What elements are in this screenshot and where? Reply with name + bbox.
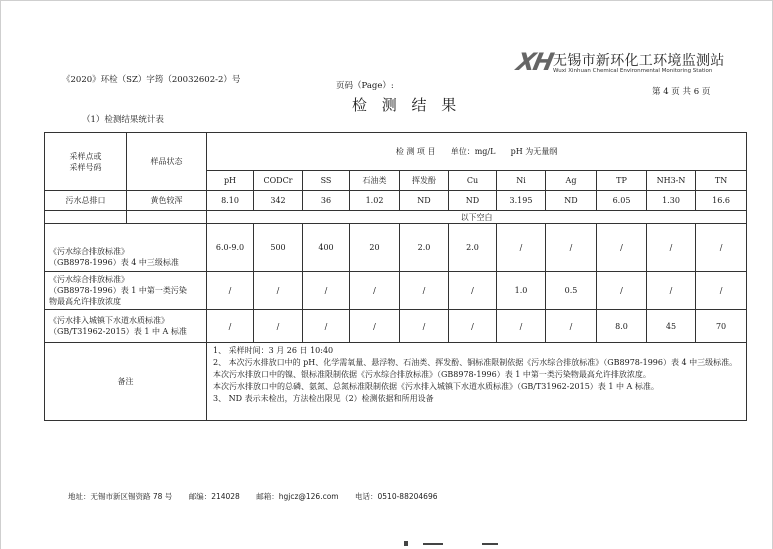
standard-value: /: [597, 272, 647, 310]
standard-value: /: [497, 310, 546, 343]
footer-postcode: 邮编：214028: [188, 492, 240, 501]
document-number: 《2020》环检（SZ）字筠（20032602-2）号: [62, 75, 241, 85]
standard-value: /: [647, 224, 696, 272]
param-header: NH3-N: [647, 171, 696, 191]
standard-value: /: [546, 310, 597, 343]
note-line: 2、 本次污水排放口中的 pH、化学需氧量、悬浮物、石油类、挥发酚、铜标准限制依据《污水综合排放标准》（GB8978-1996）表 4 中三级标准。: [213, 358, 738, 367]
note-line: 本次污水排放口中的总磷、氨氮、总氮标准限制依据《污水排入城镇下水道水质标准》（GB/T31962-2015）表 1 中 A 标准。: [213, 382, 659, 391]
standard-value: /: [546, 224, 597, 272]
standard-value: 20: [350, 224, 400, 272]
param-header: TN: [696, 171, 747, 191]
standard-value: /: [696, 224, 747, 272]
sample-value: 16.6: [696, 191, 747, 211]
blank-cell: [127, 211, 207, 224]
standard-value: /: [696, 272, 747, 310]
standard-name: 《污水综合排放标准》 （GB8978-1996）表 4 中三级标准: [45, 224, 207, 272]
standard-value: 2.0: [449, 224, 497, 272]
standard-value: /: [449, 310, 497, 343]
notes-label: 备注: [45, 343, 207, 421]
standard-row: [45, 310, 747, 343]
sample-state: 黄色较浑: [127, 191, 207, 211]
param-header: SS: [303, 171, 350, 191]
note-line: 本次污水排放口中的镍、银标准限制依据《污水综合排放标准》（GB8978-1996）表 1 中第一类污染物最高允许排放浓度。: [213, 370, 651, 379]
standard-value: /: [350, 310, 400, 343]
page-count: 第 4 页 共 6 页: [652, 87, 711, 97]
blank-cell: [45, 211, 127, 224]
param-header: Ag: [546, 171, 597, 191]
sample-value: 342: [254, 191, 303, 211]
standard-value: 6.0-9.0: [207, 224, 254, 272]
standard-value: 70: [696, 310, 747, 343]
note-line: 3、 ND 表示未检出，方法检出限见（2）检测依据和所用设备: [213, 394, 434, 403]
page-title: 检 测 结 果: [352, 96, 462, 114]
standard-value: /: [497, 224, 546, 272]
footer: [68, 491, 437, 502]
standard-value: 2.0: [400, 224, 449, 272]
standard-name: 《污水排入城镇下水道水质标准》 （GB/T31962-2015）表 1 中 A 标准: [45, 310, 207, 343]
note-line: 1、 采样时间：3 月 26 日 10:40: [213, 346, 334, 355]
results-table: [44, 132, 747, 421]
scan-mark: [404, 541, 408, 546]
param-header: Cu: [449, 171, 497, 191]
blank-note: 以下空白: [207, 211, 747, 224]
param-header: TP: [597, 171, 647, 191]
standard-value: /: [597, 224, 647, 272]
scan-mark: [423, 543, 443, 545]
footer-email: 邮箱：hgjcz@126.com: [256, 492, 339, 501]
sample-value: 6.05: [597, 191, 647, 211]
param-header: pH: [207, 171, 254, 191]
footer-address: 地址：无锡市新区锡资路 78 号: [68, 492, 173, 501]
scan-mark: [482, 543, 498, 545]
header-sample-state: 样品状态: [127, 133, 207, 191]
sample-value: 8.10: [207, 191, 254, 211]
header-items-group: 检 测 项 目 单位：mg/L pH 为无量纲: [207, 133, 747, 171]
page-border-top: [0, 0, 773, 1]
param-header: 石油类: [350, 171, 400, 191]
standard-name: 《污水综合排放标准》 （GB8978-1996）表 1 中第一类污染 物最高允许排放浓度: [45, 272, 207, 310]
param-header: Ni: [497, 171, 546, 191]
logo-mark: XH: [514, 48, 555, 76]
sample-value: ND: [546, 191, 597, 211]
standard-value: /: [254, 272, 303, 310]
standard-value: /: [303, 310, 350, 343]
org-name-en: Wuxi Xinhuan Chemical Environmental Monitoring Station: [553, 68, 713, 74]
sample-point: 污水总排口: [45, 191, 127, 211]
sample-value: ND: [400, 191, 449, 211]
sample-value: 36: [303, 191, 350, 211]
section-title: （1）检测结果统计表: [82, 115, 164, 125]
standard-value: /: [449, 272, 497, 310]
standard-value: /: [350, 272, 400, 310]
standard-row: [45, 224, 747, 272]
standard-value: /: [254, 310, 303, 343]
sample-value: 1.30: [647, 191, 696, 211]
footer-phone: 电话：0510-88204696: [355, 492, 438, 501]
standard-value: /: [207, 272, 254, 310]
notes-cell: [207, 343, 747, 421]
standard-value: 1.0: [497, 272, 546, 310]
standard-value: 500: [254, 224, 303, 272]
param-header: 挥发酚: [400, 171, 449, 191]
sample-value: ND: [449, 191, 497, 211]
standard-value: 8.0: [597, 310, 647, 343]
sample-row: [45, 191, 747, 211]
page-label: 页码（Page）:: [336, 81, 394, 91]
standard-value: 45: [647, 310, 696, 343]
standard-value: /: [647, 272, 696, 310]
header-sample-point: 采样点或 采样号码: [45, 133, 127, 191]
standard-value: 400: [303, 224, 350, 272]
param-header: CODCr: [254, 171, 303, 191]
standard-value: 0.5: [546, 272, 597, 310]
page-border-left: [0, 0, 1, 549]
org-name: 无锡市新环化工环境监测站: [553, 53, 725, 69]
standard-row: [45, 272, 747, 310]
standard-value: /: [303, 272, 350, 310]
sample-value: 1.02: [350, 191, 400, 211]
standard-value: /: [400, 272, 449, 310]
standard-value: /: [400, 310, 449, 343]
standard-value: /: [207, 310, 254, 343]
sample-value: 3.195: [497, 191, 546, 211]
